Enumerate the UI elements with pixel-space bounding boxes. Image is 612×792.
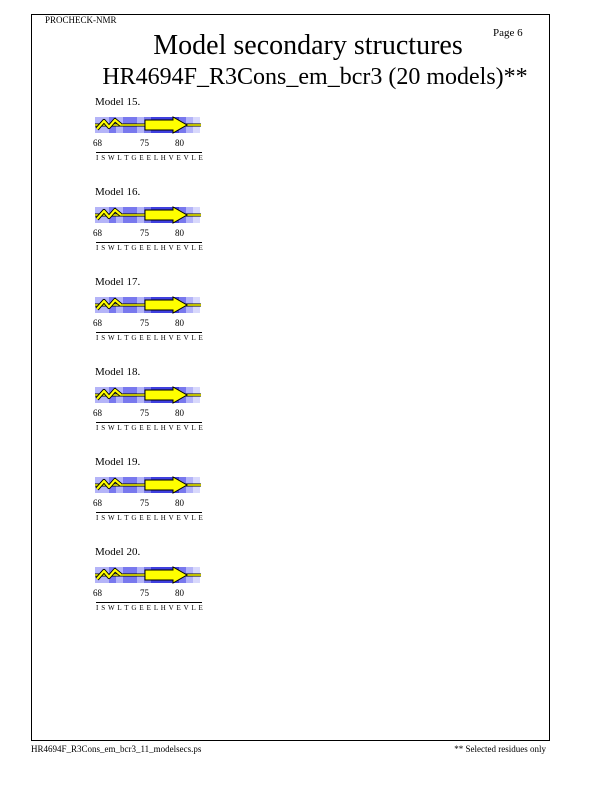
page-number: Page 6 xyxy=(493,27,523,39)
sequence-text: I S W L T G E E L H V E V L E xyxy=(96,154,204,162)
sequence-rule xyxy=(96,602,202,603)
residue-tick-label: 68 xyxy=(93,318,102,328)
sequence-rule xyxy=(96,242,202,243)
residue-tick-label: 80 xyxy=(175,138,184,148)
sequence-text: I S W L T G E E L H V E V L E xyxy=(96,514,204,522)
residue-tick-label: 75 xyxy=(140,318,149,328)
secondary-structure-strip xyxy=(93,115,205,137)
model-block xyxy=(93,546,233,616)
residue-tick-label: 68 xyxy=(93,498,102,508)
program-name: PROCHECK-NMR xyxy=(45,15,117,25)
residue-tick-label: 80 xyxy=(175,318,184,328)
residue-tick-label: 75 xyxy=(140,138,149,148)
model-block xyxy=(93,96,233,166)
sequence-rule xyxy=(96,332,202,333)
secondary-structure-strip xyxy=(93,205,205,227)
residue-tick-label: 80 xyxy=(175,408,184,418)
residue-ticks xyxy=(93,408,213,420)
model-label: Model 17. xyxy=(95,276,141,288)
model-label: Model 16. xyxy=(95,186,141,198)
sequence-text: I S W L T G E E L H V E V L E xyxy=(96,244,204,252)
footer-filename: HR4694F_R3Cons_em_bcr3_11_modelsecs.ps xyxy=(31,744,202,754)
model-block xyxy=(93,276,233,346)
residue-tick-label: 75 xyxy=(140,588,149,598)
page-subtitle: HR4694F_R3Cons_em_bcr3 (20 models)** xyxy=(102,64,528,90)
sequence-text: I S W L T G E E L H V E V L E xyxy=(96,424,204,432)
residue-tick-label: 80 xyxy=(175,228,184,238)
model-label: Model 18. xyxy=(95,366,141,378)
residue-ticks xyxy=(93,138,213,150)
residue-tick-label: 75 xyxy=(140,228,149,238)
sequence-rule xyxy=(96,152,202,153)
page-title: Model secondary structures xyxy=(153,30,463,61)
residue-tick-label: 80 xyxy=(175,498,184,508)
secondary-structure-strip xyxy=(93,385,205,407)
model-label: Model 19. xyxy=(95,456,141,468)
model-block xyxy=(93,186,233,256)
sequence-text: I S W L T G E E L H V E V L E xyxy=(96,334,204,342)
sequence-rule xyxy=(96,512,202,513)
secondary-structure-strip xyxy=(93,565,205,587)
residue-ticks xyxy=(93,228,213,240)
residue-ticks xyxy=(93,498,213,510)
residue-tick-label: 68 xyxy=(93,228,102,238)
model-label: Model 15. xyxy=(95,96,141,108)
model-block xyxy=(93,456,233,526)
residue-tick-label: 68 xyxy=(93,588,102,598)
residue-ticks xyxy=(93,588,213,600)
sequence-rule xyxy=(96,422,202,423)
residue-tick-label: 68 xyxy=(93,138,102,148)
residue-tick-label: 75 xyxy=(140,498,149,508)
model-label: Model 20. xyxy=(95,546,141,558)
sequence-text: I S W L T G E E L H V E V L E xyxy=(96,604,204,612)
residue-tick-label: 75 xyxy=(140,408,149,418)
residue-tick-label: 68 xyxy=(93,408,102,418)
residue-ticks xyxy=(93,318,213,330)
model-block xyxy=(93,366,233,436)
secondary-structure-strip xyxy=(93,475,205,497)
residue-tick-label: 80 xyxy=(175,588,184,598)
footer-note: ** Selected residues only xyxy=(454,744,546,754)
secondary-structure-strip xyxy=(93,295,205,317)
